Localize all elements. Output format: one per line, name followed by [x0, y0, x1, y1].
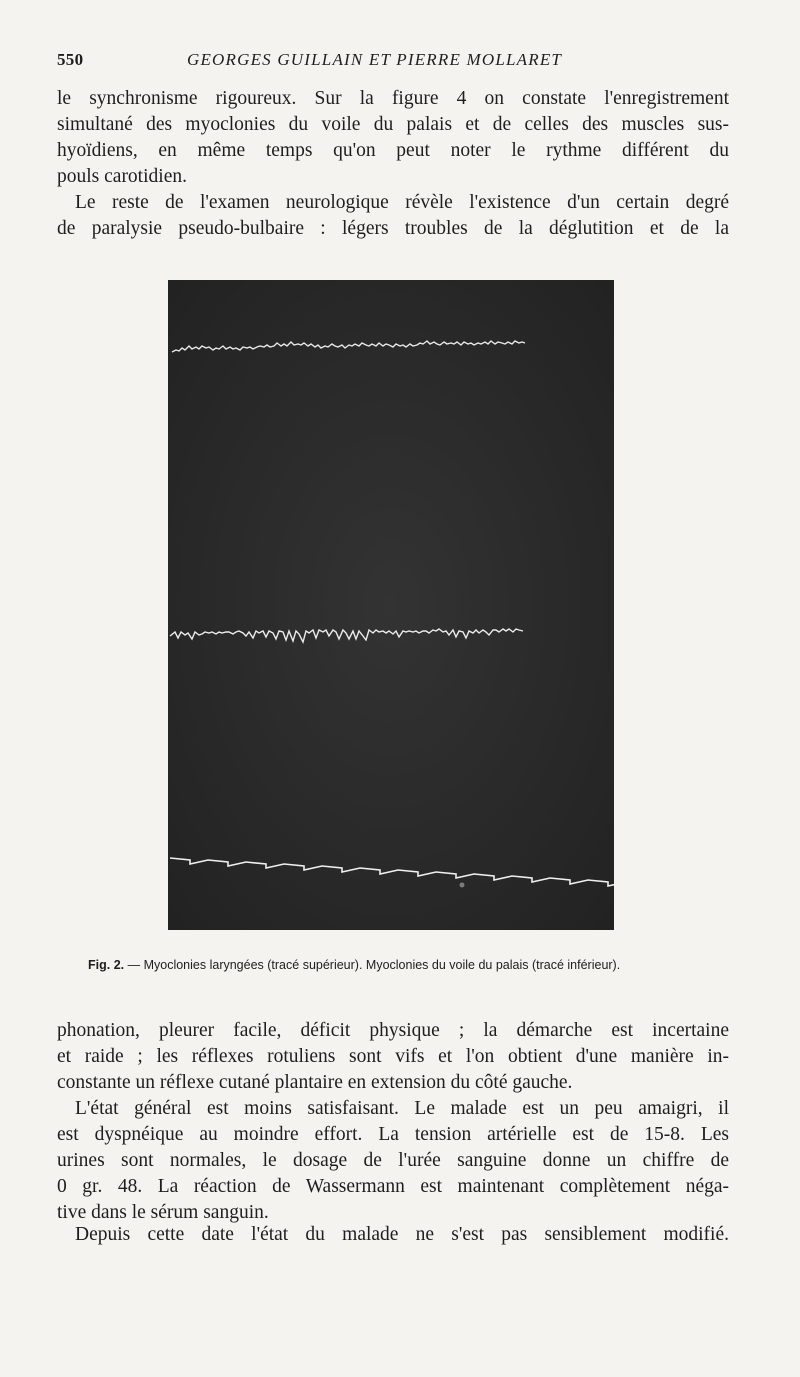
text-line: Depuis cette date l'état du malade ne s'est pas sensiblement modifié.: [75, 1224, 729, 1245]
text-line: de paralysie pseudo-bulbaire : légers troubles de la déglutition et de la: [57, 218, 729, 239]
caption-dash: —: [127, 958, 141, 972]
text-line: simultané des myoclonies du voile du palais et de celles des muscles sus-: [57, 114, 729, 135]
text-line: pouls carotidien.: [57, 166, 187, 187]
figure-label: Fig. 2.: [88, 958, 125, 972]
text-line: phonation, pleurer facile, déficit physique ; la démarche est incertaine: [57, 1020, 729, 1041]
tracing-svg: [168, 280, 614, 930]
caption-text: Myoclonies laryngées (tracé supérieur). Myoclonies du voile du palais (tracé inférieur).: [143, 958, 621, 972]
paragraph-5: [57, 1222, 729, 1248]
paragraph-4: [57, 1096, 729, 1226]
page-number: 550: [57, 50, 84, 69]
running-title: GEORGES GUILLAIN ET PIERRE MOLLARET: [187, 50, 563, 69]
figure-background: [168, 280, 614, 930]
figure-caption: [88, 958, 698, 972]
text-line: L'état général est moins satisfaisant. Le malade est un peu amaigri, il: [75, 1098, 729, 1119]
text-line: 0 gr. 48. La réaction de Wassermann est maintenant complètement néga-: [57, 1176, 729, 1197]
text-line: urines sont normales, le dosage de l'urée sanguine donne un chiffre de: [57, 1150, 729, 1171]
text-line: et raide ; les réflexes rotuliens sont vifs et l'on obtient d'une manière in-: [57, 1046, 729, 1067]
text-line: tive dans le sérum sanguin.: [57, 1202, 269, 1223]
text-line: le synchronisme rigoureux. Sur la figure 4 on constate l'enregistrement: [57, 88, 729, 109]
text-line: Le reste de l'examen neurologique révèle l'existence d'un certain degré: [75, 192, 729, 213]
paragraph-1: [57, 86, 729, 190]
paragraph-3: [57, 1018, 729, 1096]
running-header: [57, 50, 617, 72]
text-line: hyoïdiens, en même temps qu'on peut noter le rythme différent du: [57, 140, 729, 161]
text-line: constante un réflexe cutané plantaire en extension du côté gauche.: [57, 1072, 573, 1093]
film-speck: [460, 883, 465, 888]
text-line: est dyspnéique au moindre effort. La tension artérielle est de 15-8. Les: [57, 1124, 729, 1145]
figure-tracing: [168, 280, 614, 930]
paragraph-2: [57, 190, 729, 242]
